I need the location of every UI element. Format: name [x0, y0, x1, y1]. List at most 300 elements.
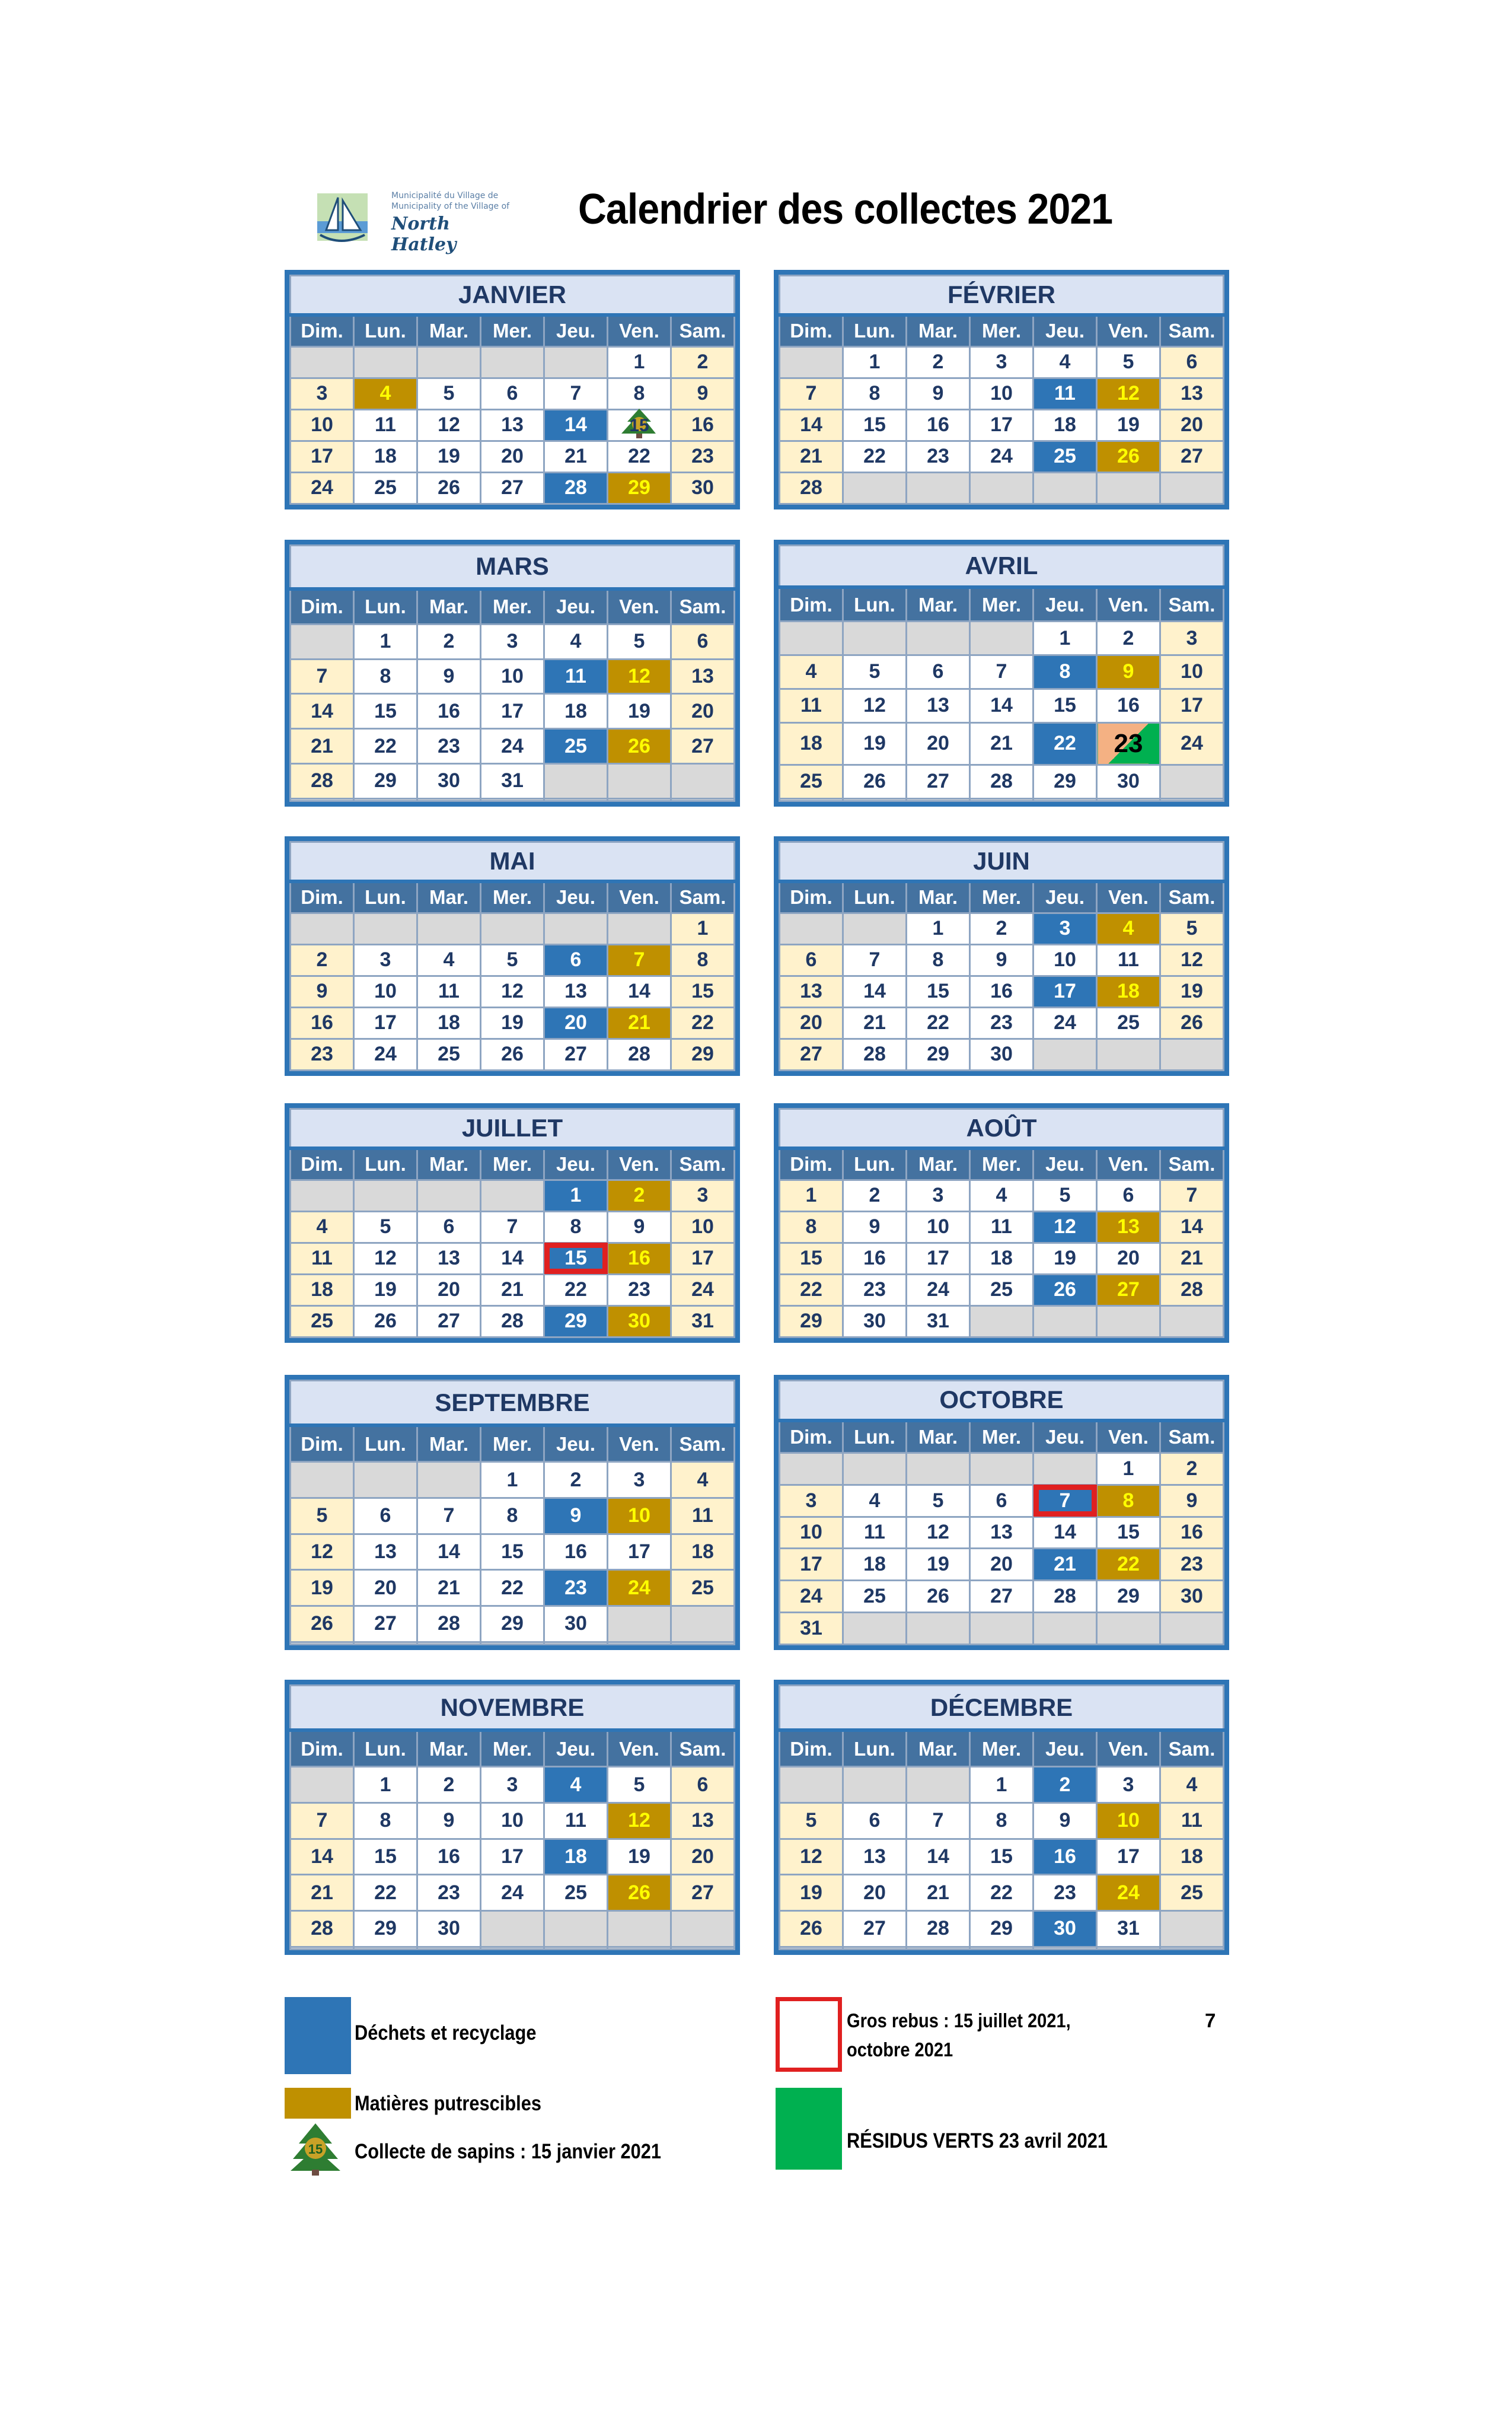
day-cell: 7	[291, 659, 354, 694]
day-cell: 20	[780, 1007, 843, 1039]
day-cell: 6	[907, 655, 970, 689]
logo-name: North Hatley	[391, 214, 457, 255]
empty-day-cell	[780, 798, 843, 801]
day-cell: 10	[1097, 1802, 1160, 1839]
week-row	[780, 913, 1224, 944]
day-cell: 12	[354, 1243, 417, 1274]
day-header: Jeu.	[544, 1148, 608, 1180]
day-cell: 6	[780, 944, 843, 976]
day-cell: 16	[843, 1243, 907, 1274]
day-cell: 6	[1097, 1180, 1160, 1211]
month-calendar	[285, 270, 740, 509]
empty-day-cell	[608, 798, 671, 801]
day-header: Mar.	[907, 1421, 970, 1453]
day-cell: 3	[780, 1485, 843, 1517]
day-cell: 4	[291, 1211, 354, 1243]
day-header: Mar.	[417, 1730, 481, 1766]
day-header: Ven.	[608, 1148, 671, 1180]
day-cell: 23	[907, 441, 970, 472]
day-header: Dim.	[291, 881, 354, 913]
day-cell: 19	[1160, 976, 1224, 1007]
day-header: Lun.	[843, 587, 907, 621]
day-cell: 4	[1097, 913, 1160, 944]
day-cell: 24	[291, 472, 354, 504]
day-cell: 23	[1160, 1549, 1224, 1581]
month-name: DÉCEMBRE	[780, 1686, 1224, 1731]
empty-day-cell	[843, 622, 907, 655]
day-cell: 3	[907, 1180, 970, 1211]
day-cell: 24	[907, 1274, 970, 1305]
day-cell: 27	[1160, 441, 1224, 472]
day-cell: 10	[1160, 655, 1224, 689]
empty-day-cell	[544, 763, 608, 798]
day-header: Sam.	[671, 881, 735, 913]
day-cell: 4	[354, 378, 417, 409]
week-row	[291, 694, 735, 729]
day-cell: 8	[354, 659, 417, 694]
municipality-logo	[314, 189, 510, 254]
day-cell: 25	[843, 1581, 907, 1613]
month-calendar	[774, 540, 1229, 807]
day-cell: 30	[417, 763, 481, 798]
day-cell: 20	[907, 722, 970, 765]
empty-day-cell	[970, 1305, 1033, 1337]
month-name: SEPTEMBRE	[291, 1381, 735, 1426]
day-cell: 12	[1160, 944, 1224, 976]
day-cell: 4	[1033, 346, 1097, 378]
day-cell: 6	[671, 1767, 735, 1803]
empty-day-cell	[1160, 1613, 1224, 1645]
week-row	[780, 798, 1224, 801]
day-cell: 22	[608, 441, 671, 472]
day-cell: 18	[354, 441, 417, 472]
empty-day-cell	[1033, 1613, 1097, 1645]
day-cell: 24	[608, 1570, 671, 1606]
day-header: Dim.	[780, 1421, 843, 1453]
day-cell: 25	[291, 1305, 354, 1337]
empty-day-cell	[907, 472, 970, 504]
day-cell: 25	[417, 1039, 481, 1070]
day-cell: 28	[780, 472, 843, 504]
day-cell: 29	[907, 1039, 970, 1070]
empty-day-cell	[843, 798, 907, 801]
day-cell: 9	[843, 1211, 907, 1243]
week-row	[780, 1180, 1224, 1211]
day-header: Lun.	[354, 1148, 417, 1180]
day-cell: 18	[1033, 409, 1097, 441]
empty-day-cell	[1033, 472, 1097, 504]
day-cell: 9	[1097, 655, 1160, 689]
day-header: Lun.	[354, 881, 417, 913]
day-cell: 2	[1097, 622, 1160, 655]
day-cell: 28	[417, 1606, 481, 1642]
empty-day-cell	[780, 1947, 843, 1949]
week-row	[780, 1485, 1224, 1517]
day-cell: 6	[970, 1485, 1033, 1517]
month-calendar	[774, 270, 1229, 509]
day-cell: 13	[907, 689, 970, 722]
day-cell: 23	[843, 1274, 907, 1305]
day-cell: 17	[671, 1243, 735, 1274]
day-header: Lun.	[354, 1425, 417, 1461]
legend-residus-label: RÉSIDUS VERTS 23 avril 2021	[847, 2129, 1108, 2152]
day-cell: 29	[544, 1305, 608, 1337]
week-row	[780, 722, 1224, 765]
day-cell: 9	[970, 944, 1033, 976]
day-cell: 28	[843, 1039, 907, 1070]
day-cell: 22	[843, 441, 907, 472]
day-cell: 30	[671, 472, 735, 504]
day-header: Mer.	[481, 315, 544, 347]
empty-day-cell	[780, 1453, 843, 1485]
day-cell: 20	[671, 694, 735, 729]
empty-day-cell	[608, 1642, 671, 1644]
day-cell: 16	[671, 409, 735, 441]
day-cell: 26	[1160, 1007, 1224, 1039]
day-cell: 29	[608, 472, 671, 504]
day-cell: 15	[671, 976, 735, 1007]
day-cell: 11	[970, 1211, 1033, 1243]
empty-day-cell	[544, 913, 608, 944]
day-cell: 14	[291, 1839, 354, 1875]
day-header: Lun.	[354, 315, 417, 347]
week-row	[780, 1007, 1224, 1039]
day-cell: 17	[354, 1007, 417, 1039]
day-header: Mer.	[481, 589, 544, 624]
day-cell: 26	[354, 1305, 417, 1337]
day-header: Sam.	[671, 1730, 735, 1766]
empty-day-cell	[671, 1642, 735, 1644]
day-cell: 31	[671, 1305, 735, 1337]
day-cell: 16	[291, 1007, 354, 1039]
day-cell: 21	[544, 441, 608, 472]
day-header: Jeu.	[1033, 1148, 1097, 1180]
empty-day-cell	[354, 913, 417, 944]
day-cell: 26	[291, 1606, 354, 1642]
day-cell: 20	[1160, 409, 1224, 441]
day-cell: 10	[481, 1802, 544, 1839]
legend-dechets-swatch	[285, 1997, 351, 2074]
empty-day-cell	[843, 913, 907, 944]
logo-line2: Municipality of the Village of	[391, 202, 510, 211]
empty-day-cell	[291, 1947, 354, 1949]
day-cell: 10	[780, 1517, 843, 1549]
day-cell: 12	[1097, 378, 1160, 409]
day-cell: 1	[354, 1767, 417, 1803]
day-cell: 5	[608, 624, 671, 659]
empty-day-cell	[417, 1642, 481, 1644]
day-cell: 29	[354, 763, 417, 798]
month-calendar	[285, 540, 740, 807]
day-cell: 23	[1097, 722, 1160, 765]
day-cell: 7	[481, 1211, 544, 1243]
day-cell: 18	[1160, 1839, 1224, 1875]
day-header: Ven.	[1097, 1148, 1160, 1180]
day-cell: 27	[671, 1875, 735, 1911]
day-cell: 14	[843, 976, 907, 1007]
day-cell: 3	[481, 624, 544, 659]
day-cell: 7	[1033, 1485, 1097, 1517]
week-row	[780, 1947, 1224, 1949]
legend-gros-rebus-swatch	[776, 1997, 842, 2072]
day-cell: 27	[780, 1039, 843, 1070]
week-row	[780, 689, 1224, 722]
legend-gros-rebus-line1: Gros rebus : 15 juillet 2021,	[847, 2009, 1071, 2031]
week-row	[291, 472, 735, 504]
day-cell: 29	[970, 1910, 1033, 1947]
week-row	[291, 624, 735, 659]
day-cell: 9	[671, 378, 735, 409]
day-cell: 6	[1160, 346, 1224, 378]
week-row	[780, 1305, 1224, 1337]
day-cell: 23	[970, 1007, 1033, 1039]
day-cell: 27	[481, 472, 544, 504]
day-cell: 14	[970, 689, 1033, 722]
day-cell: 22	[1097, 1549, 1160, 1581]
empty-day-cell	[354, 1462, 417, 1498]
day-cell: 27	[417, 1305, 481, 1337]
day-cell: 18	[291, 1274, 354, 1305]
empty-day-cell	[544, 1910, 608, 1947]
day-cell: 5	[291, 1498, 354, 1534]
day-cell: 4	[970, 1180, 1033, 1211]
empty-day-cell	[481, 1947, 544, 1949]
day-header: Mar.	[417, 1148, 481, 1180]
day-cell: 4	[544, 1767, 608, 1803]
week-row	[291, 729, 735, 764]
day-cell: 18	[671, 1534, 735, 1570]
day-cell: 24	[481, 729, 544, 764]
empty-day-cell	[354, 1642, 417, 1644]
day-cell: 25	[671, 1570, 735, 1606]
day-cell: 21	[481, 1274, 544, 1305]
day-cell: 30	[544, 1606, 608, 1642]
day-cell: 1	[608, 346, 671, 378]
day-cell: 20	[970, 1549, 1033, 1581]
month-calendar	[285, 836, 740, 1076]
day-cell: 12	[780, 1839, 843, 1875]
day-cell: 14	[291, 694, 354, 729]
day-cell: 17	[481, 1839, 544, 1875]
empty-day-cell	[608, 763, 671, 798]
day-cell: 10	[970, 378, 1033, 409]
day-cell: 9	[417, 1802, 481, 1839]
day-cell: 13	[970, 1517, 1033, 1549]
day-cell: 27	[354, 1606, 417, 1642]
day-header: Jeu.	[544, 589, 608, 624]
day-cell: 3	[1160, 622, 1224, 655]
day-cell: 2	[291, 944, 354, 976]
empty-day-cell	[481, 1180, 544, 1211]
empty-day-cell	[780, 346, 843, 378]
day-cell: 21	[1160, 1243, 1224, 1274]
day-cell: 8	[970, 1802, 1033, 1839]
day-cell: 2	[417, 1767, 481, 1803]
day-cell: 21	[608, 1007, 671, 1039]
empty-day-cell	[843, 1947, 907, 1949]
day-cell: 18	[544, 1839, 608, 1875]
day-cell: 2	[843, 1180, 907, 1211]
day-cell: 16	[907, 409, 970, 441]
day-header: Dim.	[291, 315, 354, 347]
day-header: Mar.	[907, 587, 970, 621]
day-cell: 25	[544, 729, 608, 764]
day-cell: 28	[291, 763, 354, 798]
day-cell: 3	[481, 1767, 544, 1803]
day-cell: 6	[544, 944, 608, 976]
month-calendar	[774, 1375, 1229, 1650]
day-cell: 4	[1160, 1767, 1224, 1803]
legend-gros-rebus-line2: octobre 2021	[847, 2039, 953, 2061]
empty-day-cell	[907, 622, 970, 655]
day-cell: 1	[970, 1767, 1033, 1803]
day-cell: 9	[417, 659, 481, 694]
month-name: AOÛT	[780, 1109, 1224, 1148]
empty-day-cell	[780, 913, 843, 944]
day-cell: 17	[608, 1534, 671, 1570]
empty-day-cell	[1160, 1910, 1224, 1947]
day-cell: 21	[1033, 1549, 1097, 1581]
empty-day-cell	[291, 1180, 354, 1211]
empty-day-cell	[291, 346, 354, 378]
legend-dechets-label: Déchets et recyclage	[355, 2021, 537, 2044]
day-cell: 8	[544, 1211, 608, 1243]
day-cell: 13	[843, 1839, 907, 1875]
day-cell: 7	[843, 944, 907, 976]
day-cell: 23	[1033, 1875, 1097, 1911]
week-row	[291, 1570, 735, 1606]
day-cell: 4	[544, 624, 608, 659]
day-cell: 18	[843, 1549, 907, 1581]
day-header: Dim.	[780, 315, 843, 347]
empty-day-cell	[1033, 798, 1097, 801]
day-cell: 15	[1097, 1517, 1160, 1549]
day-cell: 29	[780, 1305, 843, 1337]
day-cell: 1	[354, 624, 417, 659]
day-cell: 31	[780, 1613, 843, 1645]
day-cell: 8	[481, 1498, 544, 1534]
day-cell: 7	[907, 1802, 970, 1839]
day-header: Mar.	[907, 315, 970, 347]
day-cell: 19	[780, 1875, 843, 1911]
day-header: Mer.	[481, 881, 544, 913]
day-cell: 23	[417, 729, 481, 764]
day-cell: 15	[907, 976, 970, 1007]
day-cell: 19	[1097, 409, 1160, 441]
empty-day-cell	[1160, 1305, 1224, 1337]
day-cell: 29	[1097, 1581, 1160, 1613]
day-cell: 19	[481, 1007, 544, 1039]
day-cell: 6	[843, 1802, 907, 1839]
day-cell: 16	[417, 1839, 481, 1875]
day-cell: 27	[1097, 1274, 1160, 1305]
day-cell: 11	[1097, 944, 1160, 976]
week-row	[291, 346, 735, 378]
day-cell: 10	[907, 1211, 970, 1243]
day-cell: 28	[544, 472, 608, 504]
day-cell: 28	[291, 1910, 354, 1947]
day-cell: 22	[970, 1875, 1033, 1911]
day-cell: 17	[481, 694, 544, 729]
day-cell: 1	[481, 1462, 544, 1498]
week-row	[291, 1180, 735, 1211]
week-row	[291, 1606, 735, 1642]
week-row	[291, 1534, 735, 1570]
day-header: Lun.	[843, 881, 907, 913]
day-cell: 30	[970, 1039, 1033, 1070]
month-name: JUIN	[780, 842, 1224, 881]
day-header: Mar.	[907, 881, 970, 913]
day-cell: 14	[1033, 1517, 1097, 1549]
day-cell: 23	[417, 1875, 481, 1911]
month-name: JUILLET	[291, 1109, 735, 1148]
day-number: 15	[629, 416, 649, 436]
week-row	[291, 1305, 735, 1337]
day-cell: 8	[843, 378, 907, 409]
day-cell: 16	[1097, 689, 1160, 722]
empty-day-cell	[907, 1767, 970, 1803]
day-cell: 7	[970, 655, 1033, 689]
empty-day-cell	[671, 798, 735, 801]
day-header: Sam.	[671, 315, 735, 347]
day-cell: 3	[608, 1462, 671, 1498]
empty-day-cell	[970, 1613, 1033, 1645]
day-cell: 2	[608, 1180, 671, 1211]
day-cell: 26	[907, 1581, 970, 1613]
empty-day-cell	[417, 798, 481, 801]
day-header: Jeu.	[544, 881, 608, 913]
empty-day-cell	[843, 472, 907, 504]
day-cell: 21	[970, 722, 1033, 765]
day-header: Jeu.	[1033, 1421, 1097, 1453]
day-cell: 19	[354, 1274, 417, 1305]
day-cell: 6	[481, 378, 544, 409]
day-cell: 2	[417, 624, 481, 659]
empty-day-cell	[1033, 1947, 1097, 1949]
day-cell: 1	[671, 913, 735, 944]
day-cell: 24	[671, 1274, 735, 1305]
day-cell: 4	[843, 1485, 907, 1517]
empty-day-cell	[544, 1642, 608, 1644]
day-cell: 3	[1033, 913, 1097, 944]
day-cell: 12	[843, 689, 907, 722]
empty-day-cell	[1160, 765, 1224, 799]
day-cell: 8	[1033, 655, 1097, 689]
day-cell: 7	[608, 944, 671, 976]
day-cell: 17	[1160, 689, 1224, 722]
day-cell: 22	[481, 1570, 544, 1606]
month-name: FÉVRIER	[780, 276, 1224, 315]
day-cell: 6	[354, 1498, 417, 1534]
day-header: Mar.	[907, 1148, 970, 1180]
week-row	[780, 441, 1224, 472]
day-cell: 12	[907, 1517, 970, 1549]
day-cell: 20	[354, 1570, 417, 1606]
day-cell: 25	[1160, 1875, 1224, 1911]
day-cell: 23	[608, 1274, 671, 1305]
day-cell: 19	[417, 441, 481, 472]
empty-day-cell	[354, 798, 417, 801]
day-cell: 7	[417, 1498, 481, 1534]
day-cell: 2	[544, 1462, 608, 1498]
day-cell: 25	[1033, 441, 1097, 472]
day-cell: 31	[907, 1305, 970, 1337]
empty-day-cell	[671, 1947, 735, 1949]
day-header: Mer.	[970, 1730, 1033, 1766]
week-row	[291, 1243, 735, 1274]
day-cell: 9	[1033, 1802, 1097, 1839]
week-row	[291, 1211, 735, 1243]
